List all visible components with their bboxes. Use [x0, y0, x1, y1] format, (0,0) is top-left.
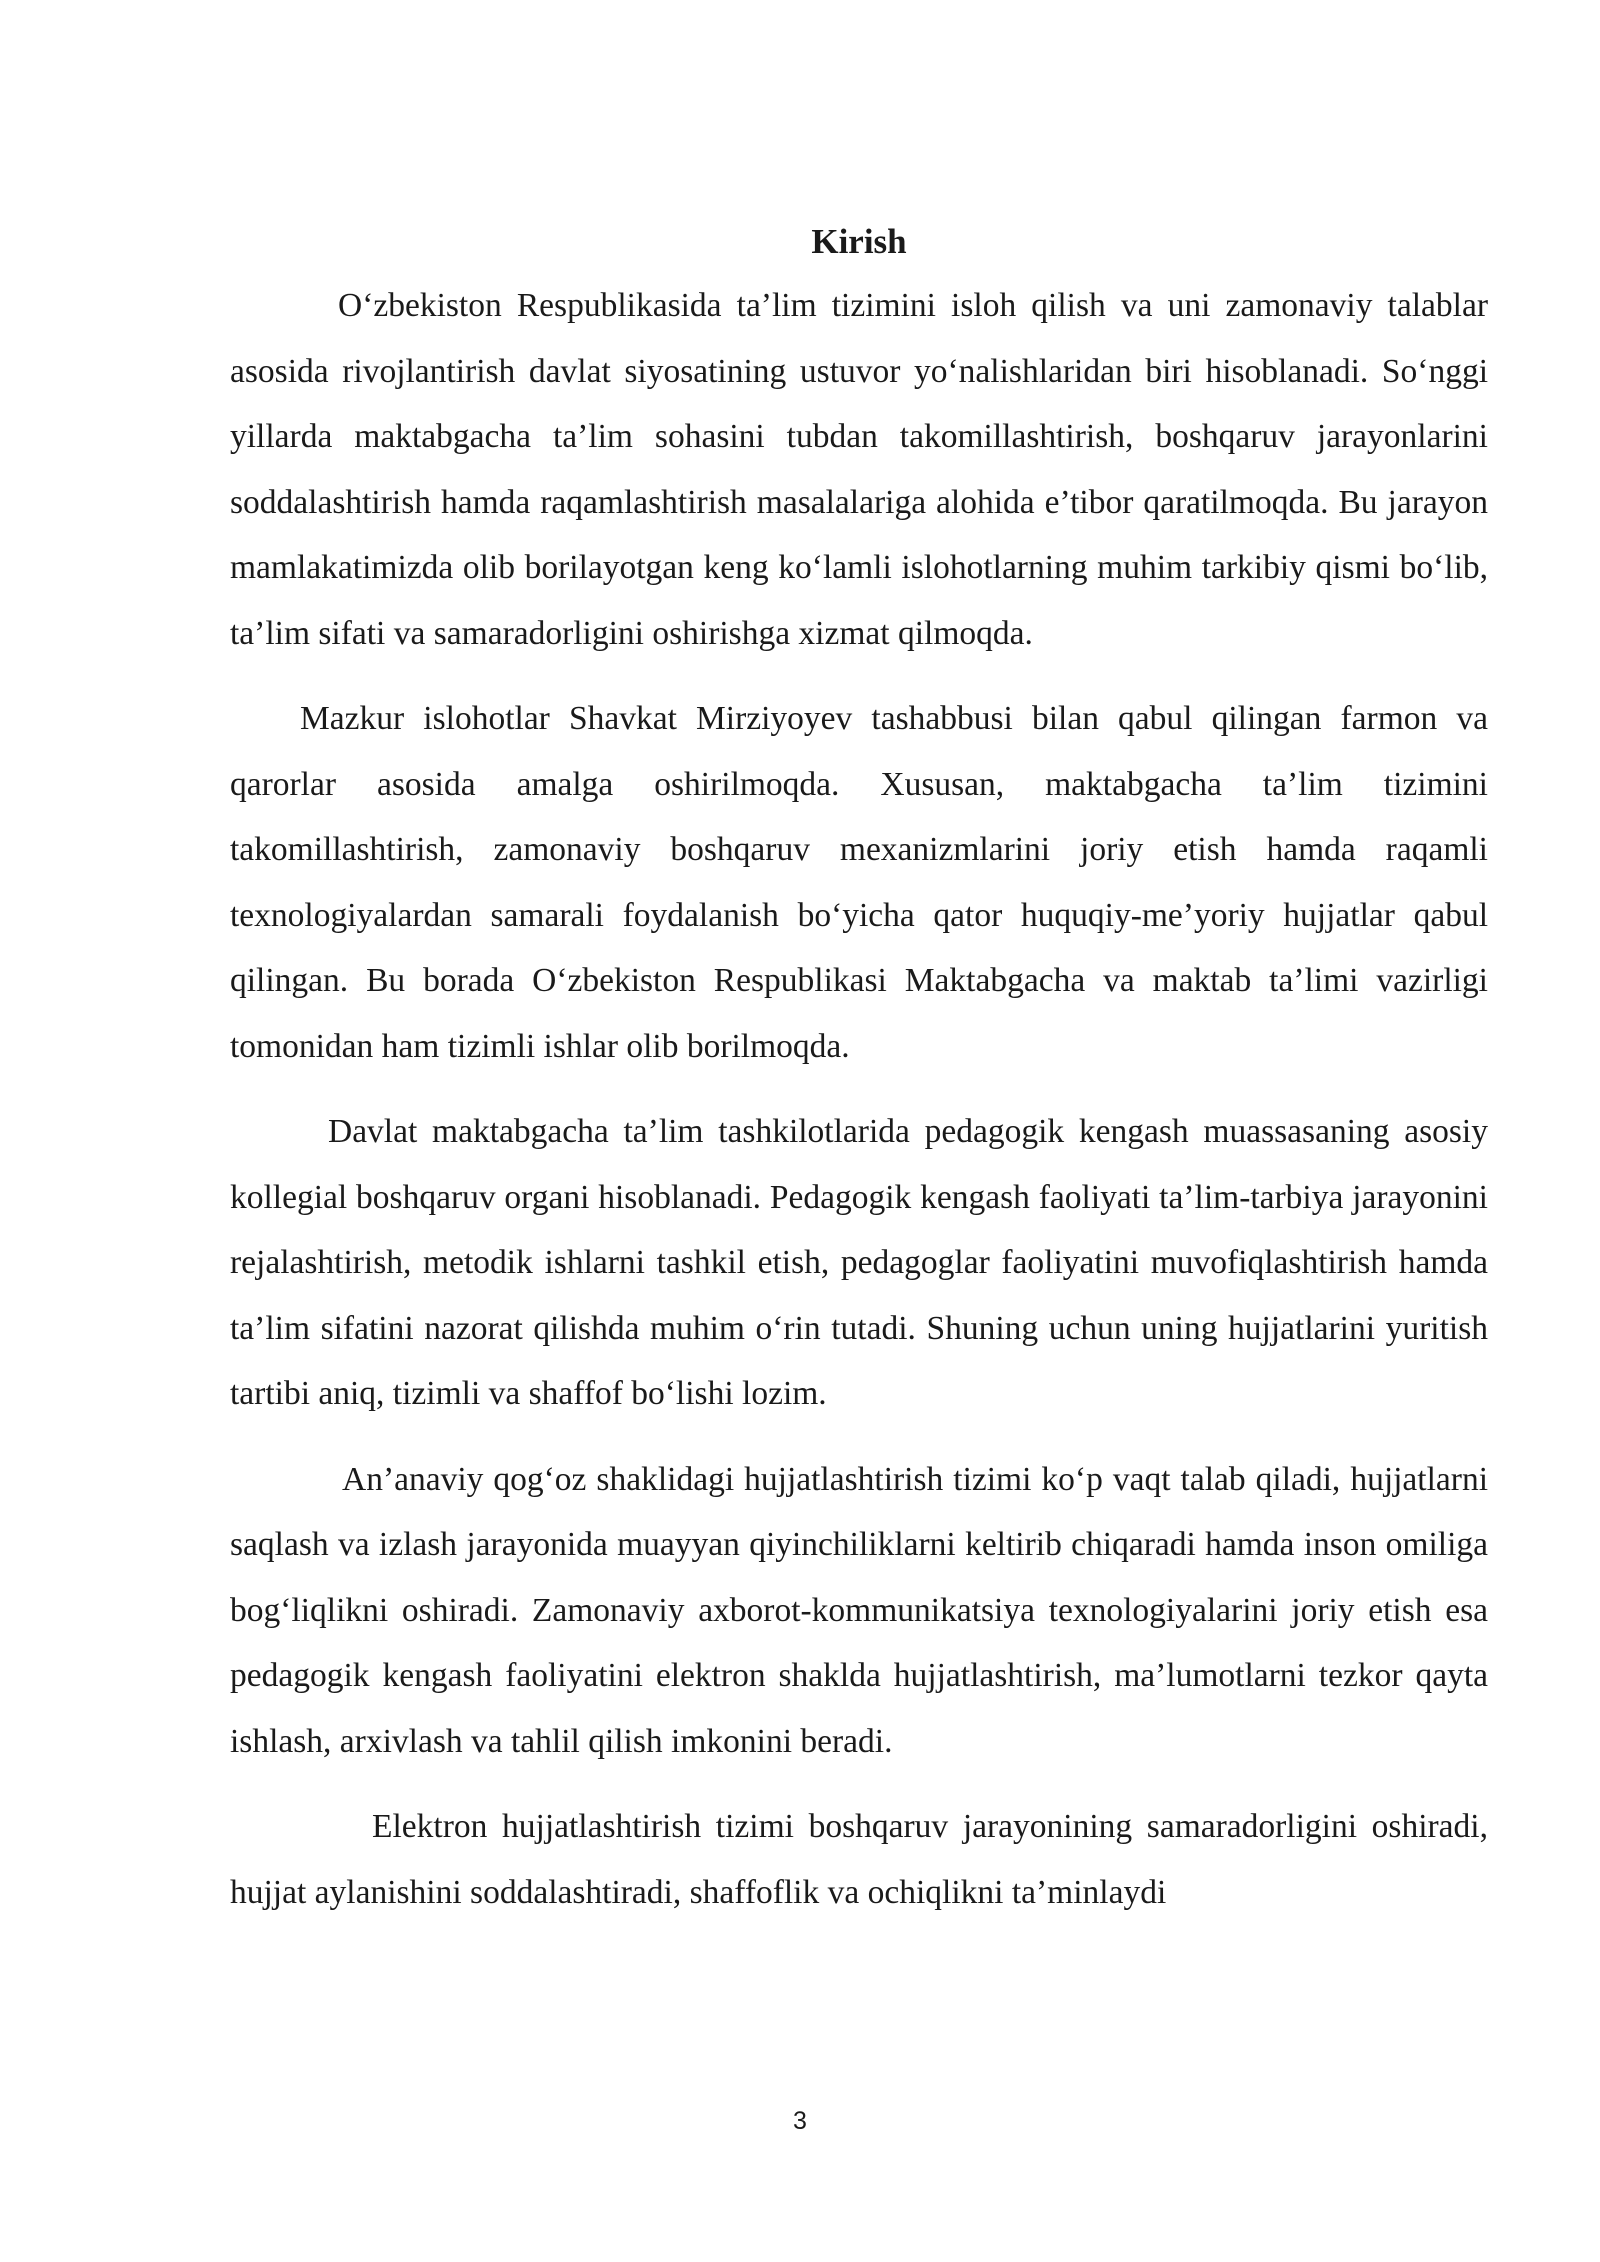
paragraph-5: Elektron hujjatlashtirish tizimi boshqaruv jarayonining samaradorligini oshiradi, hujjat aylanishini soddalashtiradi, shaffoflik va ochiqlikni ta’minlaydi	[230, 1808, 1488, 1911]
page-content	[230, 215, 1488, 1945]
paragraph-1: O‘zbekiston Respublikasida ta’lim tizimini isloh qilish va uni zamonaviy talablar asosida rivojlantirish davlat siyosatining ustuvor yo‘nalishlaridan biri hisoblanadi. So‘nggi yillarda maktabgacha ta’lim sohasini tubdan takomillashtirish, boshqaruv jarayonlarini soddalashtirish hamda raqamlashtirish masalalariga alohida e’tibor qaratilmoqda. Bu jarayon mamlakatimizda olib borilayotgan keng ko‘lamli islohotlarning muhim tarkibiy qismi bo‘lib, ta’lim sifati va samaradorligini oshirishga xizmat qilmoqda.	[230, 287, 1488, 652]
paragraph-2: Mazkur islohotlar Shavkat Mirziyoyev tashabbusi bilan qabul qilingan farmon va qarorlar asosida amalga oshirilmoqda. Xususan, maktabgacha ta’lim tizimini takomillashtirish, zamonaviy boshqaruv mexanizmlarini joriy etish hamda raqamli texnologiyalardan samarali foydalanish bo‘yicha qator huquqiy-me’yoriy hujjatlar qabul qilingan. Bu borada O‘zbekiston Respublikasi Maktabgacha va maktab ta’limi vazirligi tomonidan ham tizimli ishlar olib borilmoqda.	[230, 700, 1488, 1065]
paragraph-3: Davlat maktabgacha ta’lim tashkilotlarida pedagogik kengash muassasaning asosiy kollegial boshqaruv organi hisoblanadi. Pedagogik kengash faoliyati ta’lim-tarbiya jarayonini rejalashtirish, metodik ishlarni tashkil etish, pedagoglar faoliyatini muvofiqlashtirish hamda ta’lim sifatini nazorat qilishda muhim o‘rin tutadi. Shuning uchun uning hujjatlarini yuritish tartibi aniq, tizimli va shaffof bo‘lishi lozim.	[230, 1113, 1488, 1412]
paragraph-4: An’anaviy qog‘oz shaklidagi hujjatlashtirish tizimi ko‘p vaqt talab qiladi, hujjatlarni saqlash va izlash jarayonida muayyan qiyinchiliklarni keltirib chiqaradi hamda inson omiliga bog‘liqlikni oshiradi. Zamonaviy axborot-kommunikatsiya texnologiyalarini joriy etish esa pedagogik kengash faoliyatini elektron shaklda hujjatlashtirish, ma’lumotlarni tezkor qayta ishlash, arxivlash va tahlil qilish imkonini beradi.	[230, 1460, 1488, 1760]
section-title: Kirish	[811, 222, 907, 261]
page-number: 3	[793, 2107, 807, 2135]
